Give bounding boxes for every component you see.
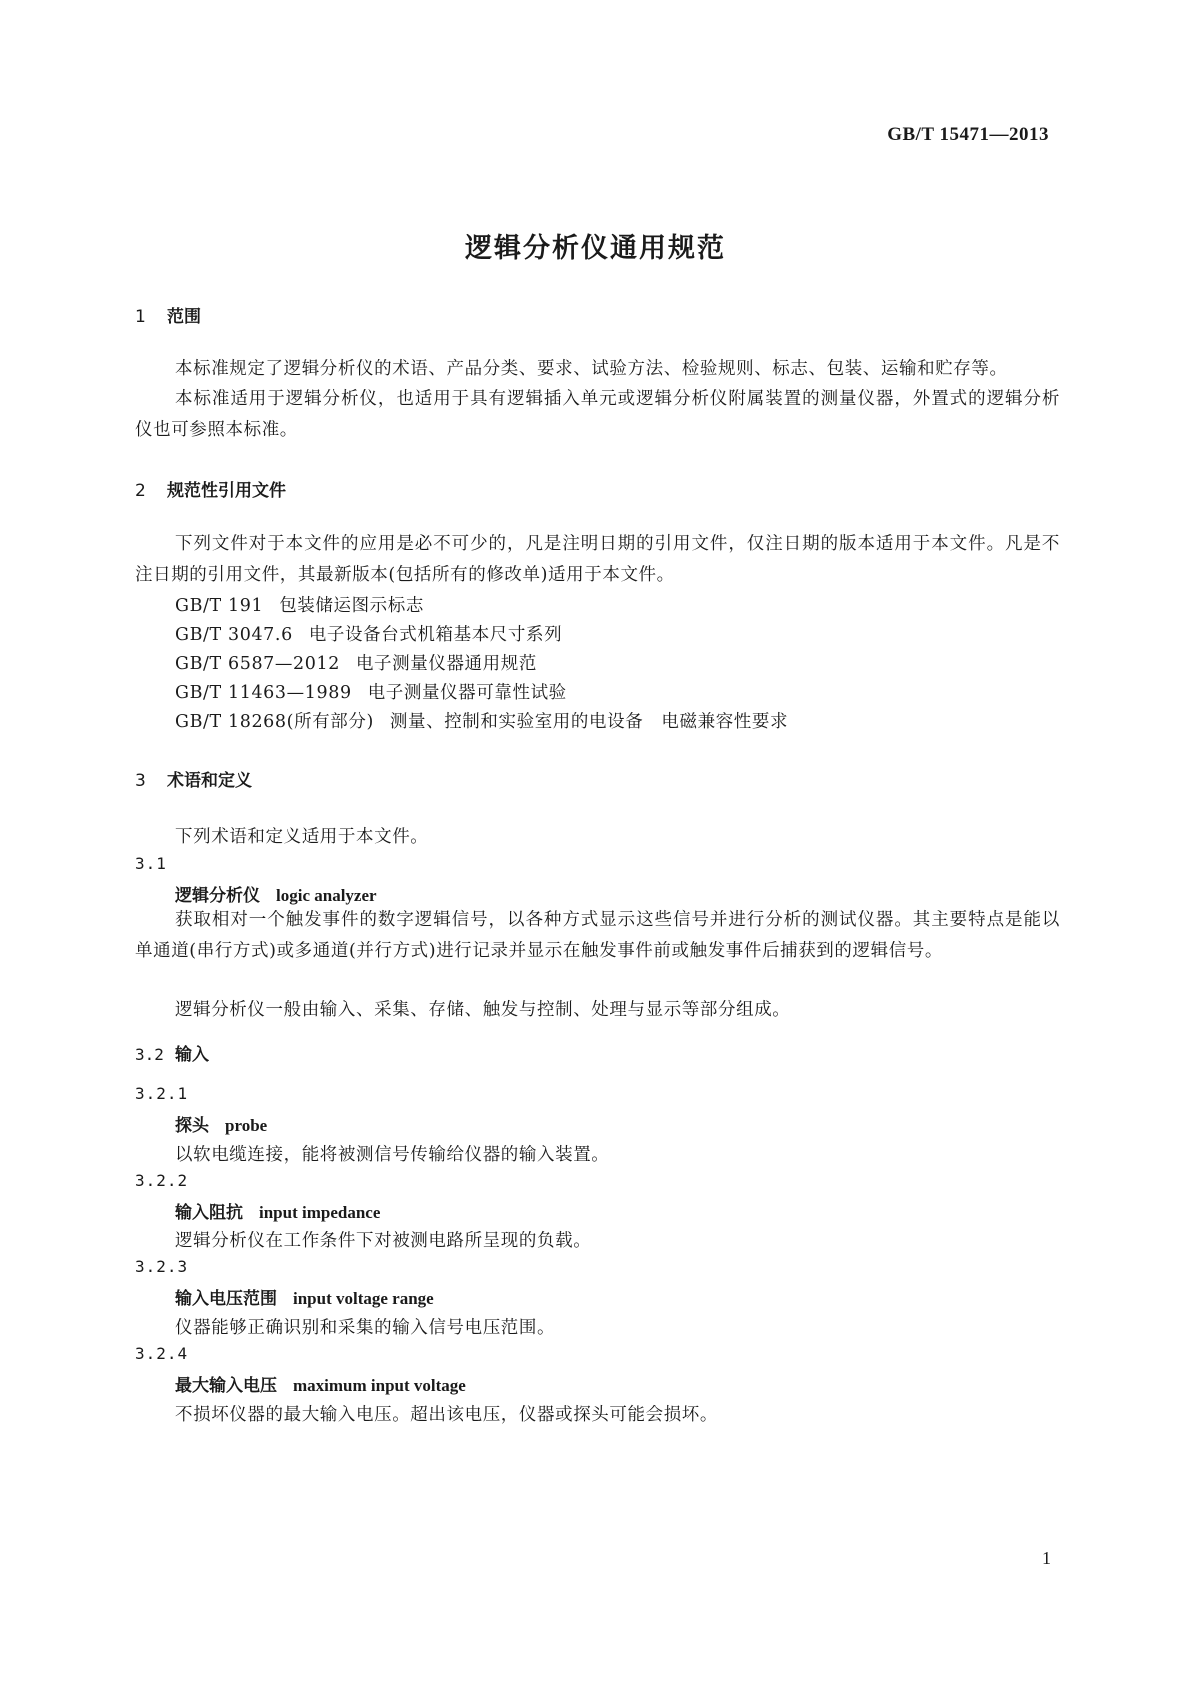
reference-code: GB/T 18268(所有部分) [175, 712, 374, 732]
section-3-intro: 下列术语和定义适用于本文件。 [175, 827, 429, 847]
term-note: 逻辑分析仪一般由输入、采集、存储、触发与控制、处理与显示等部分组成。 [175, 1000, 791, 1020]
subsection-number: 3.2 [135, 1045, 164, 1064]
term-en: maximum input voltage [293, 1376, 466, 1395]
section-1-paragraph-1: 本标准规定了逻辑分析仪的术语、产品分类、要求、试验方法、检验规则、标志、包装、运输和贮存等。 [175, 359, 1008, 379]
term-definition: 获取相对一个触发事件的数字逻辑信号，以各种方式显示这些信号并进行分析的测试仪器。其主要特点是能以单通道(串行方式)或多通道(并行方式)进行记录并显示在触发事件前或触发事件后捕获到的逻辑信号。 [135, 910, 1060, 961]
clause-number: 3.2.1 [135, 1084, 189, 1103]
reference-code: GB/T 3047.6 [175, 625, 293, 645]
term-definition: 以软电缆连接，能将被测信号传输给仪器的输入装置。 [175, 1145, 610, 1165]
term-zh: 探头 [175, 1116, 209, 1136]
subsection-3-2-heading [135, 1040, 209, 1065]
reference-item [175, 592, 424, 617]
section-number: 1 [135, 307, 146, 327]
document-title: 逻辑分析仪通用规范 [465, 233, 726, 264]
reference-name: 测量、控制和实验室用的电设备 电磁兼容性要求 [389, 712, 789, 732]
reference-item [175, 708, 788, 733]
section-number: 2 [135, 481, 146, 501]
term-zh: 逻辑分析仪 [175, 886, 260, 906]
section-2-paragraph: 下列文件对于本文件的应用是必不可少的，凡是注明日期的引用文件，仅注日期的版本适用于本文件。凡是不注日期的引用文件，其最新版本(包括所有的修改单)适用于本文件。 [135, 534, 1060, 585]
clause-number: 3.2.2 [135, 1171, 189, 1190]
reference-item [175, 650, 537, 675]
term-heading [175, 1284, 434, 1309]
reference-name: 电子测量仪器可靠性试验 [367, 683, 567, 703]
reference-code: GB/T 191 [175, 596, 264, 616]
section-3-heading [135, 766, 252, 791]
term-en: logic analyzer [276, 886, 377, 905]
term-zh: 输入阻抗 [175, 1203, 243, 1223]
reference-item [175, 679, 567, 704]
section-1-heading [135, 302, 201, 327]
term-definition: 逻辑分析仪在工作条件下对被测电路所呈现的负载。 [175, 1231, 592, 1251]
section-title: 范围 [167, 307, 201, 327]
reference-name: 包装储运图示标志 [279, 596, 424, 616]
reference-code: GB/T 6587—2012 [175, 654, 340, 674]
term-en: probe [225, 1116, 268, 1135]
section-title: 规范性引用文件 [167, 481, 286, 501]
term-definition: 仪器能够正确识别和采集的输入信号电压范围。 [175, 1318, 556, 1338]
term-zh: 最大输入电压 [175, 1376, 277, 1396]
term-definition: 不损坏仪器的最大输入电压。超出该电压，仪器或探头可能会损坏。 [175, 1405, 718, 1425]
term-heading [175, 1198, 380, 1223]
section-1-paragraph-2: 本标准适用于逻辑分析仪，也适用于具有逻辑插入单元或逻辑分析仪附属装置的测量仪器，外置式的逻辑分析仪也可参照本标准。 [135, 389, 1060, 440]
section-2-heading [135, 476, 286, 501]
section-number: 3 [135, 771, 146, 791]
term-heading [175, 1371, 466, 1396]
reference-item [175, 621, 562, 646]
term-heading [175, 1111, 267, 1136]
term-en: input impedance [259, 1203, 381, 1222]
section-title: 术语和定义 [167, 771, 252, 791]
clause-number: 3.2.3 [135, 1257, 189, 1276]
subsection-title: 输入 [175, 1045, 209, 1065]
page-number: 1 [1042, 1548, 1051, 1568]
clause-number: 3.2.4 [135, 1344, 189, 1363]
term-heading [175, 881, 377, 906]
reference-name: 电子测量仪器通用规范 [355, 654, 537, 674]
term-zh: 输入电压范围 [175, 1289, 277, 1309]
clause-number: 3.1 [135, 854, 167, 873]
reference-name: 电子设备台式机箱基本尺寸系列 [308, 625, 563, 645]
standard-code: GB/T 15471—2013 [887, 124, 1049, 145]
term-en: input voltage range [293, 1289, 434, 1308]
reference-code: GB/T 11463—1989 [175, 683, 352, 703]
